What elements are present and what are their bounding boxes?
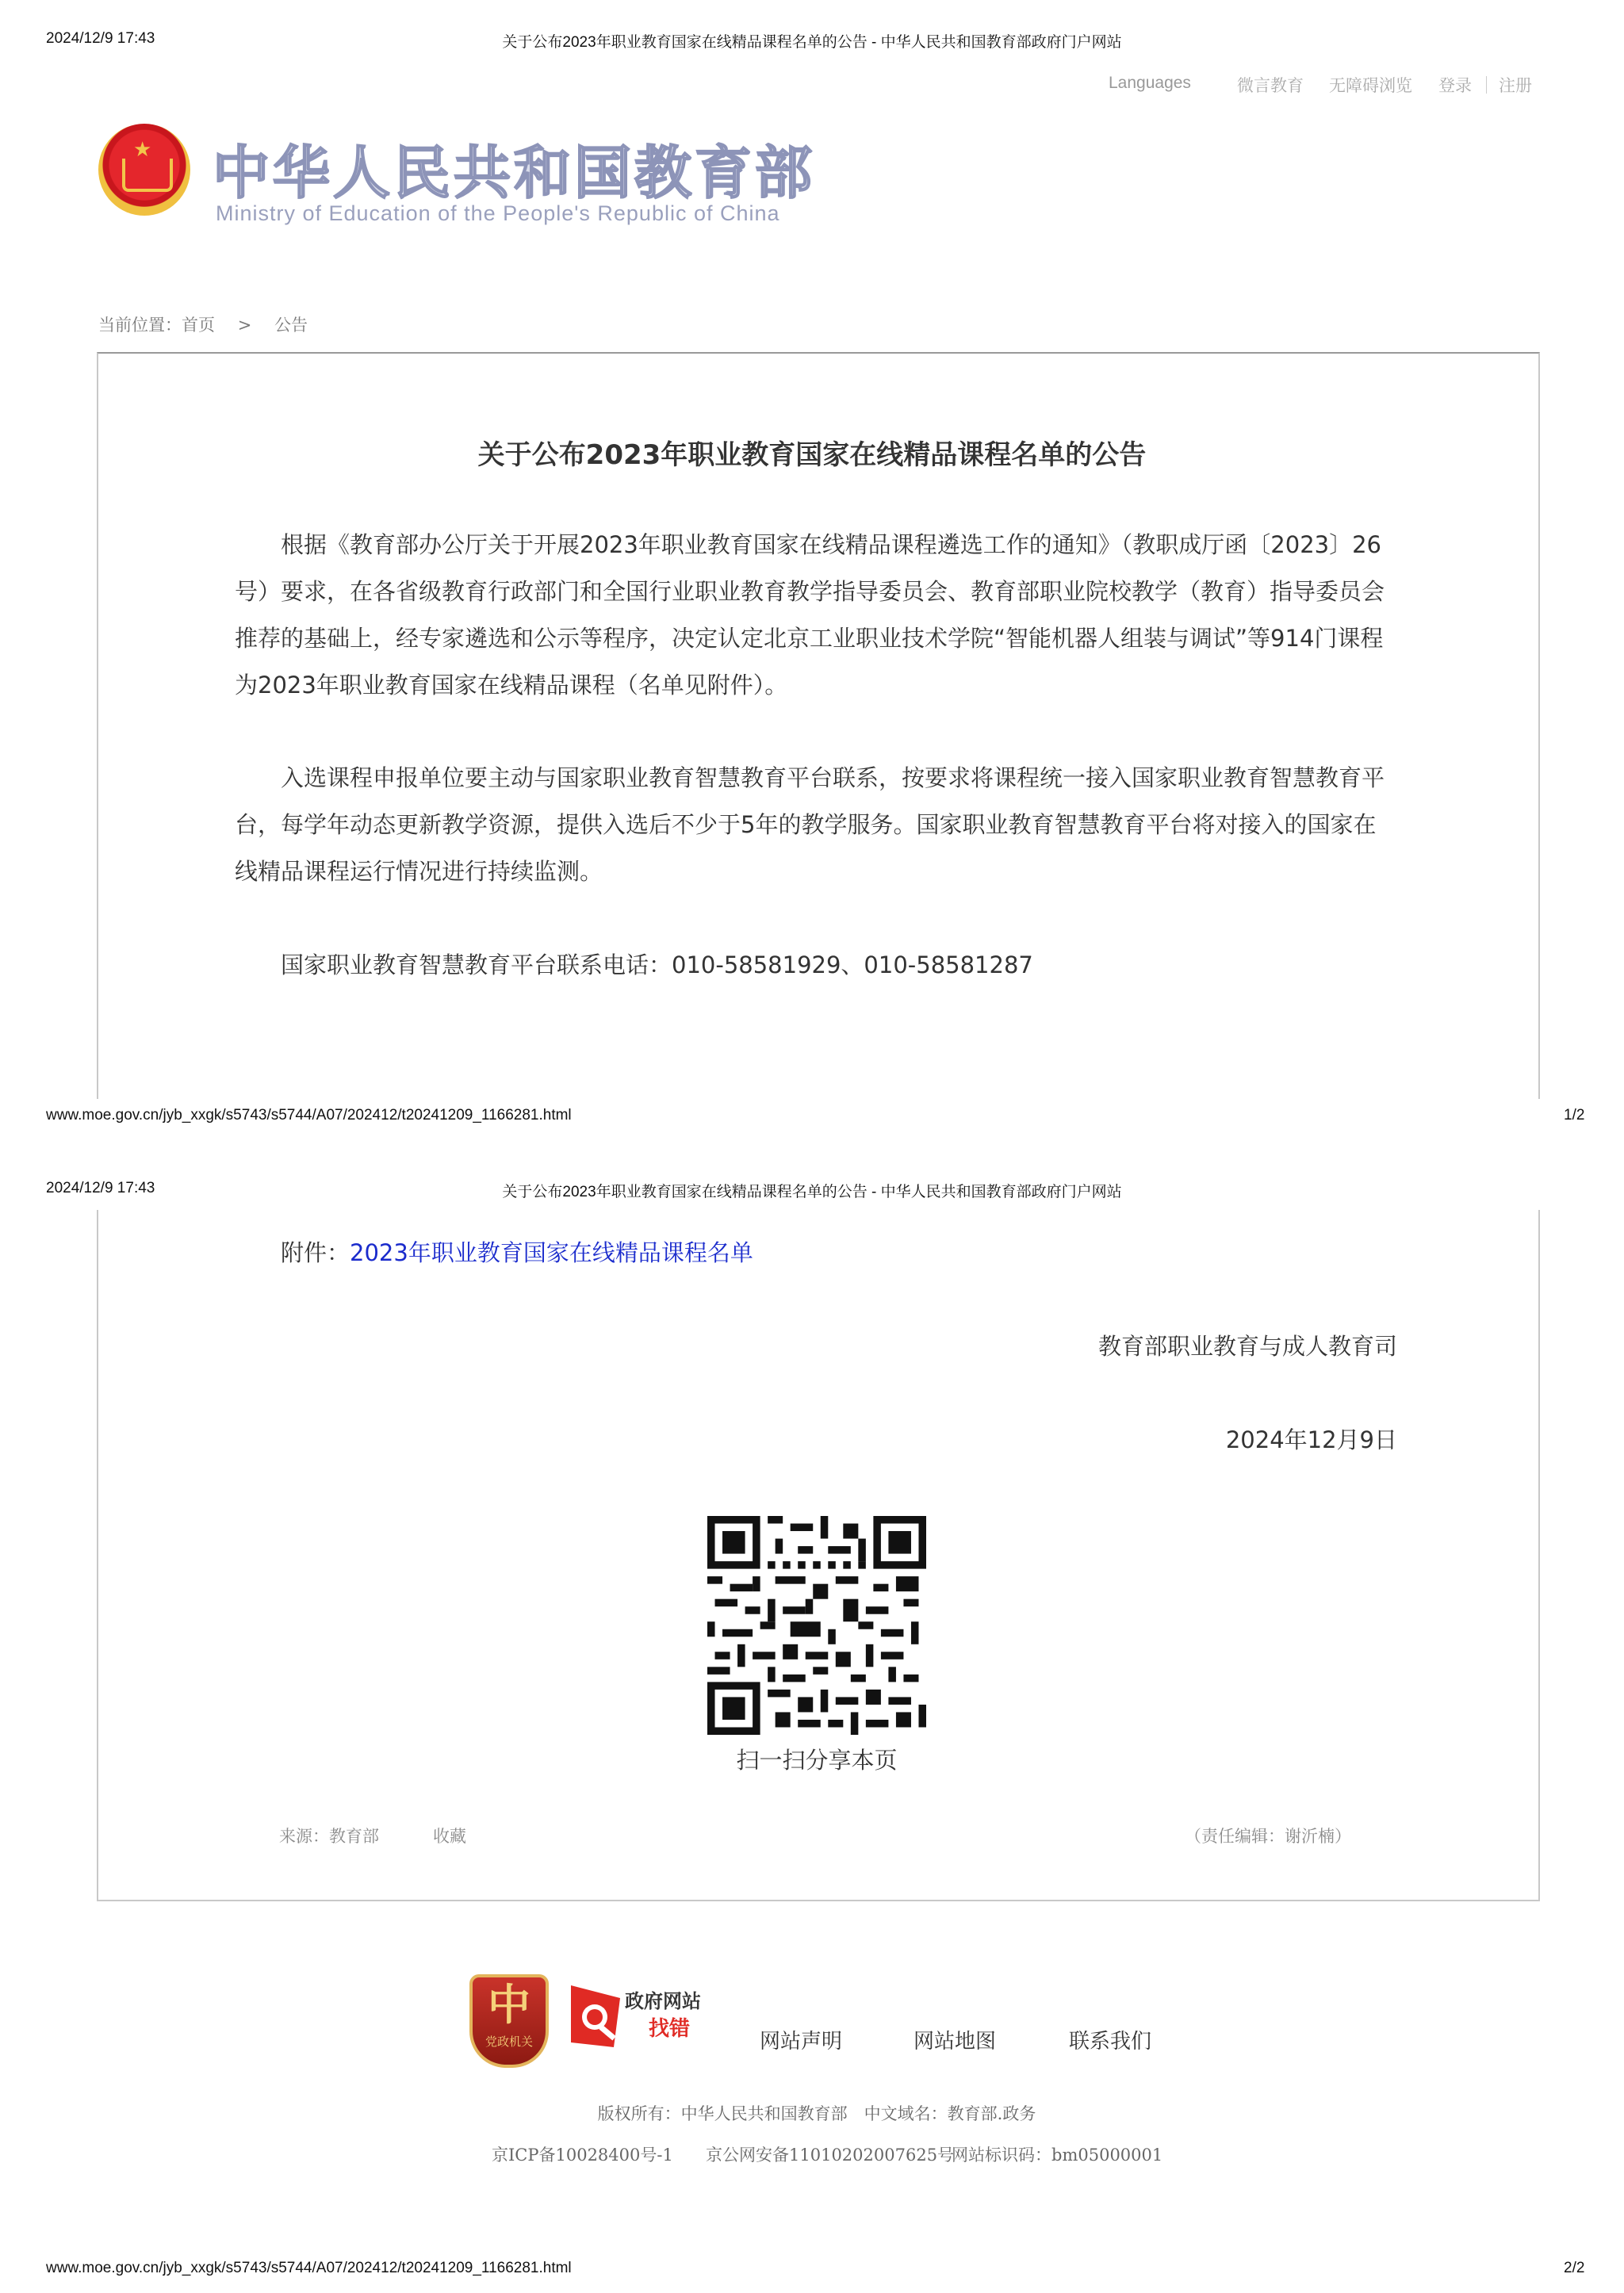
attachment-link[interactable]: 2023年职业教育国家在线精品课程名单: [350, 1239, 753, 1266]
nav-divider: [1486, 76, 1487, 94]
footer-site-id: 网站标识码：bm05000001: [952, 2146, 1163, 2165]
footer-icp[interactable]: 京ICP备10028400号-1: [492, 2146, 673, 2165]
footer-link-contact[interactable]: 联系我们: [1069, 2030, 1152, 2054]
article-body-p3: [235, 942, 1397, 989]
qr-code-icon: [707, 1516, 926, 1735]
footer-gongan[interactable]: 京公网安备11010202007625号: [706, 2146, 955, 2165]
party-gov-badge-icon[interactable]: [469, 1974, 549, 2068]
paragraph-3: 国家职业教育智慧教育平台联系电话：010-58581929、010-58581287: [281, 951, 1033, 978]
zhaocuo-top: 政府网站: [625, 1990, 701, 2012]
print-page-title: 关于公布2023年职业教育国家在线精品课程名单的公告 - 中华人民共和国教育部政府门户网站: [502, 34, 1122, 51]
site-logo-cn[interactable]: 中华人民共和国教育部: [213, 140, 816, 206]
languages-link[interactable]: Languages: [1109, 74, 1191, 92]
print-page-title-p2: 关于公布2023年职业教育国家在线精品课程名单的公告 - 中华人民共和国教育部政府门户网站: [502, 1184, 1122, 1200]
favorite-link[interactable]: 收藏: [433, 1827, 466, 1846]
breadcrumb-current[interactable]: 公告: [274, 316, 308, 335]
weiyan-link[interactable]: 微言教育: [1237, 76, 1304, 95]
badge-text: 党政机关: [485, 2035, 533, 2049]
print-datetime: 2024/12/9 17:43: [46, 30, 155, 47]
zhaocuo-bottom: 找错: [649, 2017, 691, 2041]
print-page-number-1: 1/2: [1564, 1107, 1585, 1124]
site-logo-en: Ministry of Education of the People's Republic of China: [216, 201, 780, 225]
print-page-number-2: 2/2: [1564, 2260, 1585, 2276]
editor: （责任编辑：谢沂楠）: [1185, 1827, 1351, 1846]
qr-caption: 扫一扫分享本页: [736, 1747, 898, 1774]
breadcrumb: [98, 312, 308, 336]
source: 来源：教育部: [279, 1827, 379, 1846]
national-emblem-icon[interactable]: ★: [98, 124, 190, 216]
breadcrumb-separator-icon: >: [237, 316, 252, 335]
print-url-page2: www.moe.gov.cn/jyb_xxgk/s5743/s5744/A07/202412/t20241209_1166281.html: [46, 2260, 572, 2276]
article-body-p1: [235, 522, 1397, 709]
attachment-label: 附件：: [281, 1239, 350, 1266]
publish-date: 2024年12月9日: [1225, 1426, 1397, 1453]
breadcrumb-home[interactable]: 首页: [182, 316, 215, 335]
footer-copyright: 版权所有：中华人民共和国教育部 中文域名：教育部.政务: [597, 2104, 1036, 2123]
accessible-link[interactable]: 无障碍浏览: [1329, 76, 1412, 95]
paragraph-1: 根据《教育部办公厅关于开展2023年职业教育国家在线精品课程遴选工作的通知》（教职成厅函〔2023〕26号）要求，在各省级教育行政部门和全国行业职业教育教学指导委员会、教育部职业院校教学（教育）指导委员会推荐的基础上，经专家遴选和公示等程序，决定认定北京工业职业技术学院“智能机器人组装与调试”等914门课程为2023年职业教育国家在线精品课程（名单见附件）。: [235, 531, 1385, 699]
attachment: [281, 1235, 753, 1268]
register-link[interactable]: 注册: [1499, 76, 1532, 95]
paragraph-2: 入选课程申报单位要主动与国家职业教育智慧教育平台联系，按要求将课程统一接入国家职业教育智慧教育平台，每学年动态更新教学资源，提供入选后不少于5年的教学服务。国家职业教育智慧教育平台将对接入的国家在线精品课程运行情况进行持续监测。: [235, 764, 1385, 885]
article-body-p2: [235, 755, 1397, 895]
print-datetime-p2: 2024/12/9 17:43: [46, 1180, 155, 1196]
badge-char: 中: [488, 1980, 530, 2030]
footer-link-sitemap[interactable]: 网站地图: [914, 2030, 997, 2054]
breadcrumb-prefix: 当前位置：: [98, 316, 182, 335]
footer-link-statement[interactable]: 网站声明: [760, 2030, 843, 2054]
gov-site-error-report-link[interactable]: [571, 1977, 730, 2057]
article-title: 关于公布2023年职业教育国家在线精品课程名单的公告: [477, 439, 1147, 471]
print-url-page1: www.moe.gov.cn/jyb_xxgk/s5743/s5744/A07/202412/t20241209_1166281.html: [46, 1107, 572, 1124]
signature: 教育部职业教育与成人教育司: [1097, 1333, 1397, 1360]
login-link[interactable]: 登录: [1438, 76, 1472, 95]
